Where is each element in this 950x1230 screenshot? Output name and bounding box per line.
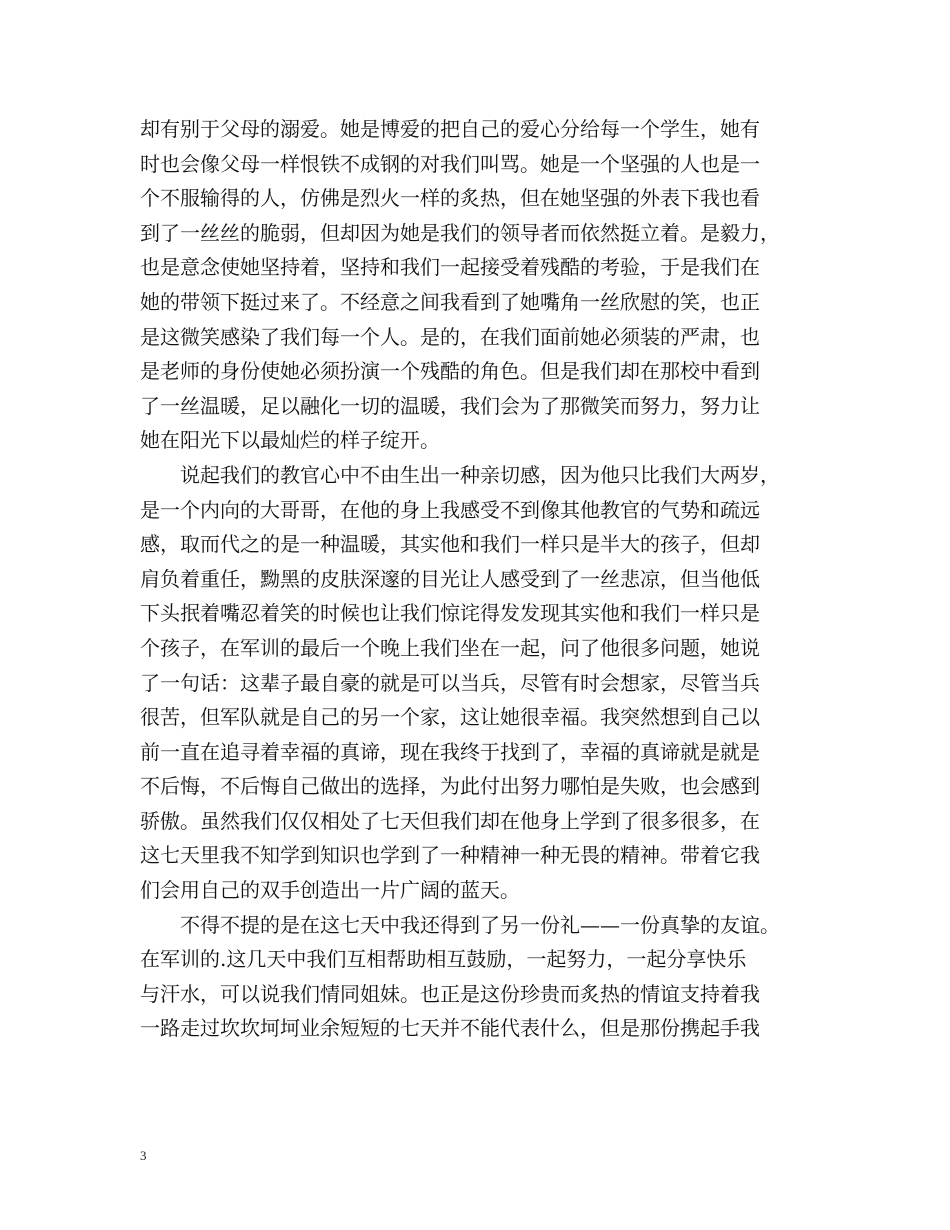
text-line: 到了一丝丝的脆弱，但却因为她是我们的领导者而依然挺立着。是毅力， xyxy=(140,220,780,245)
text-line: 个孩子，在军训的最后一个晚上我们坐在一起，问了他很多问题，她说 xyxy=(140,635,760,660)
text-line: 是老师的身份使她必须扮演一个残酷的角色。但是我们却在那校中看到 xyxy=(140,359,760,384)
text-line: 们会用自己的双手创造出一片广阔的蓝天。 xyxy=(140,878,520,903)
text-line: 下头抿着嘴忍着笑的时候也让我们惊诧得发发现其实他和我们一样只是 xyxy=(140,601,760,626)
page-number: 3 xyxy=(140,1148,147,1163)
text-line: 感，取而代之的是一种温暖，其实他和我们一样只是半大的孩子，但却 xyxy=(140,532,760,557)
text-line: 这七天里我不知学到知识也学到了一种精神一种无畏的精神。带着它我 xyxy=(140,843,760,868)
paragraph-start-line: 说起我们的教官心中不由生出一种亲切感，因为他只比我们大两岁， xyxy=(180,462,780,487)
text-line: 时也会像父母一样恨铁不成钢的对我们叫骂。她是一个坚强的人也是一 xyxy=(140,151,760,176)
text-line: 了一丝温暖，足以融化一切的温暖，我们会为了那微笑而努力，努力让 xyxy=(140,393,760,418)
text-line: 她的带领下挺过来了。不经意之间我看到了她嘴角一丝欣慰的笑，也正 xyxy=(140,289,760,314)
text-line: 她在阳光下以最灿烂的样子绽开。 xyxy=(140,428,440,453)
text-line: 是一个内向的大哥哥，在他的身上我感受不到像其他教官的气势和疏远 xyxy=(140,497,760,522)
text-line: 很苦，但军队就是自己的另一个家，这让她很幸福。我突然想到自己以 xyxy=(140,705,760,730)
text-line: 不后悔，不后悔自己做出的选择，为此付出努力哪怕是失败，也会感到 xyxy=(140,774,760,799)
text-line: 了一句话：这辈子最自豪的就是可以当兵，尽管有时会想家，尽管当兵 xyxy=(140,670,760,695)
paragraph-start-line: 不得不提的是在这七天中我还得到了另一份礼——一份真挚的友谊。 xyxy=(180,912,780,937)
text-line: 骄傲。虽然我们仅仅相处了七天但我们却在他身上学到了很多很多，在 xyxy=(140,808,760,833)
text-line: 却有别于父母的溺爱。她是博爱的把自己的爱心分给每一个学生，她有 xyxy=(140,117,760,141)
text-line: 与汗水，可以说我们情同姐妹。也正是这份珍贵而炙热的情谊支持着我 xyxy=(140,981,760,1006)
text-line: 是这微笑感染了我们每一个人。是的，在我们面前她必须装的严肃，也 xyxy=(140,324,760,349)
text-line: 也是意念使她坚持着，坚持和我们一起接受着残酷的考验，于是我们在 xyxy=(140,255,760,280)
text-line: 在军训的.这几天中我们互相帮助相互鼓励，一起努力，一起分享快乐 xyxy=(140,947,747,972)
text-line: 个不服输得的人，仿佛是烈火一样的炙热，但在她坚强的外表下我也看 xyxy=(140,186,760,211)
text-line: 前一直在追寻着幸福的真谛，现在我终于找到了，幸福的真谛就是就是 xyxy=(140,739,760,764)
text-line: 肩负着重任，黝黑的皮肤深邃的目光让人感受到了一丝悲凉，但当他低 xyxy=(140,566,760,591)
text-line: 一路走过坎坎坷坷业余短短的七天并不能代表什么，但是那份携起手我 xyxy=(140,1016,760,1041)
body-text xyxy=(140,112,830,1046)
